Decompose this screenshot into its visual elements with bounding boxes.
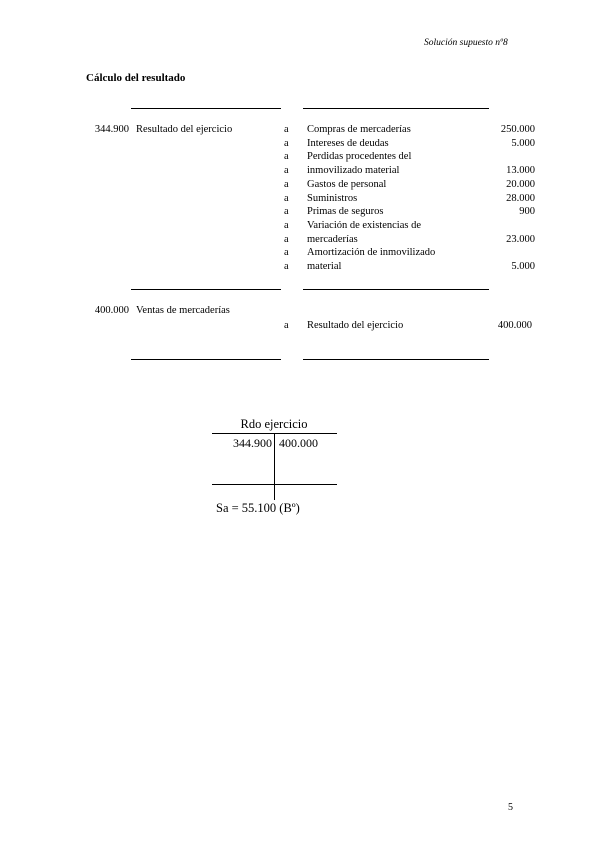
entry1-credit-account: Gastos de personal [307,178,387,190]
entry1-a-marker: a [284,261,289,272]
entry2-credit-account: Resultado del ejercicio [307,320,404,331]
entry1-credit-amount: 28.000 [506,192,535,204]
entry1-top-rule-right [303,108,489,109]
entry1-a-marker: a [284,151,289,163]
entry1-credit-amount: 900 [519,206,535,218]
entry1-credit-account: Intereses de deudas [307,137,389,149]
t-account-title: Rdo ejercicio [240,417,308,431]
entry1-credit-account: Suministros [307,192,358,204]
entry1-top-rule-left [131,108,281,109]
entry1-a-marker: a [284,137,289,149]
entry1-credit-account: inmovilizado material [307,165,400,177]
entry1-credit-account: material [307,261,342,272]
t-account-balance: Sa = 55.100 (Bº) [216,501,300,515]
entry1-credit-amount: 20.000 [506,178,535,190]
t-account-bottom-rule [212,484,337,485]
t-account-credit: 400.000 [279,436,318,450]
entry2-credit-amount: 400.000 [497,320,532,331]
entry1-a-marker: a [284,219,289,231]
entry2-debit-amount: 400.000 [94,305,129,316]
entry1-debit-amount: 344.900 [94,124,129,135]
entry1-credit-amount: 13.000 [506,165,535,177]
page-number: 5 [508,802,513,813]
entry2-bottom-rule-left [131,359,281,360]
entry1-credit-account: Variación de existencias de [307,219,421,231]
entry1-credit-account: Amortización de inmovilizado [307,247,436,259]
entry1-credit-amount: 23.000 [506,233,535,245]
entry1-credit-account: Compras de mercaderías [307,124,411,135]
entry1-a-marker: a [284,124,289,135]
section-title: Cálculo del resultado [86,72,186,84]
entry2-a-marker: a [284,320,289,331]
entry1-a-marker: a [284,192,289,204]
t-account-divider [274,433,275,500]
entry1-credit-account: Perdidas procedentes del [307,151,412,163]
entry1-a-marker: a [284,206,289,218]
entry1-credit-account: Primas de seguros [307,206,384,218]
entry2-debit-account: Ventas de mercaderías [136,305,230,316]
entry1-a-marker: a [284,247,289,259]
entry1-bottom-rule-left [131,289,281,290]
entry1-a-marker: a [284,165,289,177]
entry1-debit-account: Resultado del ejercicio [136,124,233,135]
entry1-credit-amount: 250.000 [500,124,535,135]
entry1-a-marker: a [284,233,289,245]
entry2-bottom-rule-right [303,359,489,360]
page-header: Solución supuesto nº8 [424,38,508,48]
entry1-bottom-rule-right [303,289,489,290]
entry1-credit-amount: 5.000 [511,137,535,149]
entry1-credit-amount: 5.000 [511,261,535,272]
entry1-a-marker: a [284,178,289,190]
t-account-debit: 344.900 [233,436,272,450]
entry1-credit-account: mercaderías [307,233,358,245]
